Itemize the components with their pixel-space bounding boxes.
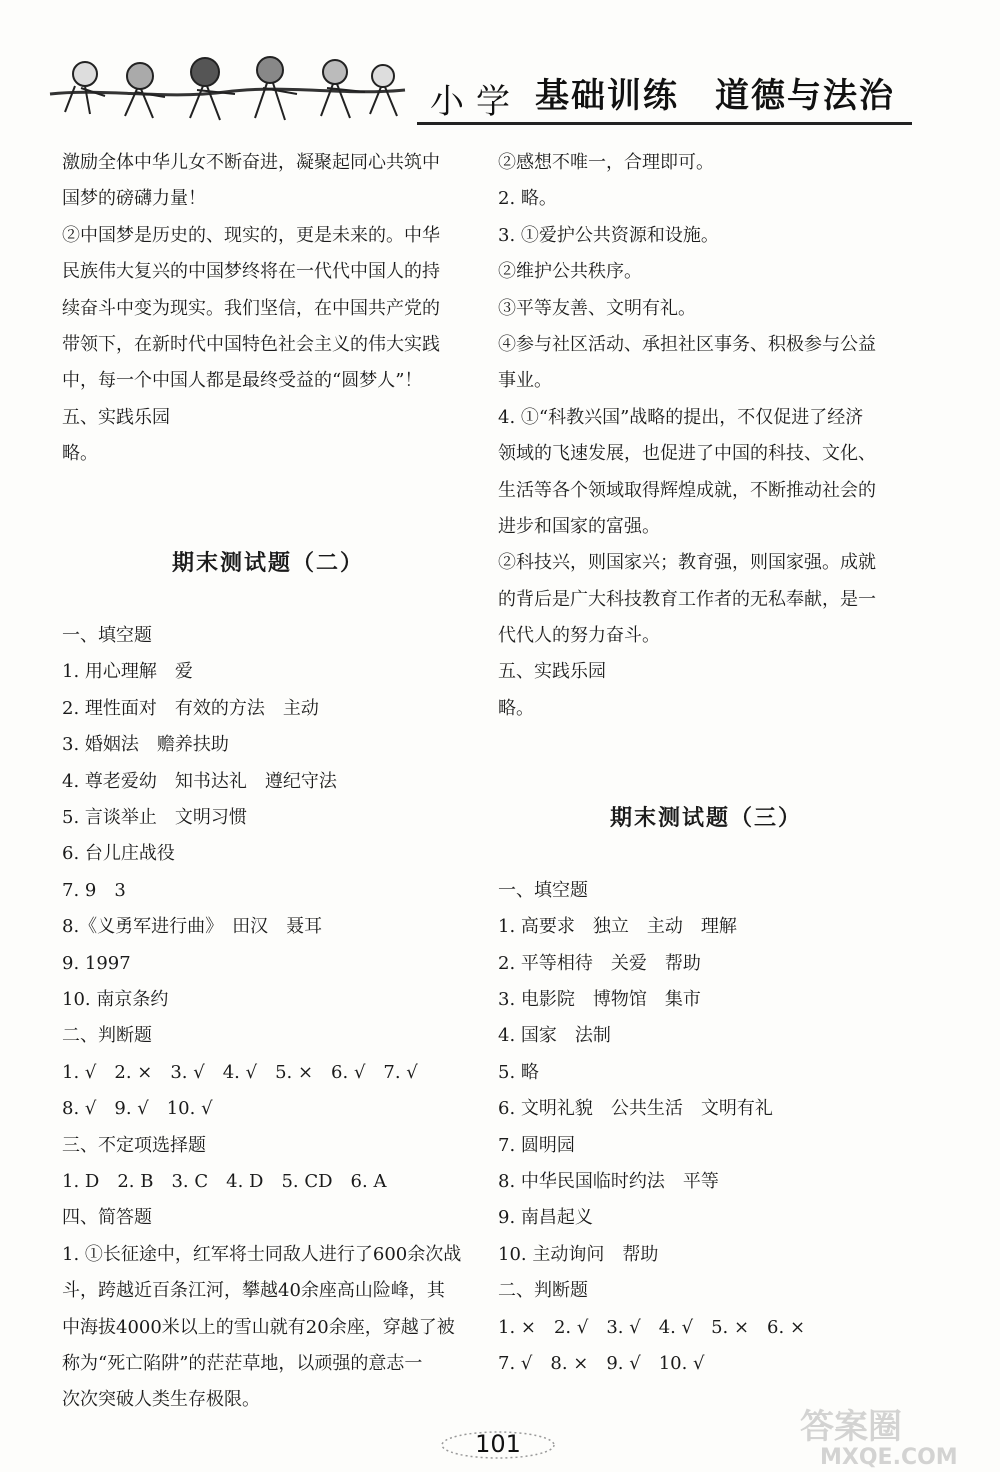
- right-line: [498, 764, 914, 800]
- right-line: 4. ①“科教兴国”战略的提出，不仅促进了经济: [498, 406, 864, 428]
- right-line: 8. 中华民国临时约法 平等: [498, 1170, 719, 1192]
- right-line: 4. 国家 法制: [498, 1025, 611, 1047]
- header-grade: 小学: [430, 82, 522, 122]
- left-line: 9. 1997: [62, 952, 131, 974]
- right-line: 1. 高要求 独立 主动 理解: [498, 916, 737, 938]
- left-line: 斗，跨越近百条江河，攀越40余座高山险峰，其: [62, 1280, 445, 1302]
- left-line: 称为“死亡陷阱”的茫茫草地，以顽强的意志一: [62, 1352, 423, 1374]
- left-line: 中，每一个中国人都是最终受益的“圆梦人”！: [62, 370, 423, 392]
- right-line: 2. 略。: [498, 188, 557, 210]
- left-line: 5. 言谈举止 文明习惯: [62, 807, 247, 829]
- right-line: 3. 电影院 博物馆 集市: [498, 988, 701, 1010]
- right-line: ②维护公共秩序。: [498, 261, 642, 283]
- left-line: 一、填空题: [62, 625, 152, 647]
- right-line: 7. √ 8. × 9. √ 10. √: [498, 1352, 705, 1374]
- left-line: 7. 9 3: [62, 879, 126, 901]
- left-line: 带领下，在新时代中国特色社会主义的伟大实践: [62, 333, 440, 355]
- right-column: [498, 145, 914, 1382]
- left-line: 10. 南京条约: [62, 988, 169, 1010]
- left-line: 略。: [62, 443, 98, 465]
- right-line: ③平等友善、文明有礼。: [498, 297, 696, 319]
- right-line: 6. 文明礼貌 公共生活 文明有礼: [498, 1098, 773, 1120]
- header-rule: [417, 122, 912, 125]
- right-line: 二、判断题: [498, 1280, 588, 1302]
- left-line: 二、判断题: [62, 1025, 152, 1047]
- right-line: 7. 圆明园: [498, 1134, 575, 1156]
- page-number: 101: [475, 1430, 521, 1458]
- left-line: 续奋斗中变为现实。我们坚信，在中国共产党的: [62, 297, 440, 319]
- right-line: ②感想不唯一，合理即可。: [498, 152, 714, 173]
- left-line: [62, 473, 474, 509]
- right-line: 事业。: [498, 370, 552, 392]
- section-title: 期末测试题（二）: [171, 550, 364, 577]
- right-line: 领域的飞速发展，也促进了中国的科技、文化、: [498, 443, 876, 465]
- right-line: ④参与社区活动、承担社区事务、积极参与公益: [498, 333, 876, 355]
- left-line: 国梦的磅礴力量！: [62, 188, 206, 210]
- right-line: 一、填空题: [498, 879, 588, 901]
- right-line: 3. ①爱护公共资源和设施。: [498, 224, 719, 246]
- left-line: 民族伟大复兴的中国梦终将在一代代中国人的持: [62, 261, 440, 283]
- left-line: 2. 理性面对 有效的方法 主动: [62, 697, 319, 719]
- right-line: 代代人的努力奋斗。: [498, 625, 660, 647]
- svg-text:MXQE.COM: MXQE.COM: [820, 1445, 958, 1470]
- right-line: 略。: [498, 697, 534, 719]
- right-line: [498, 727, 914, 763]
- left-line: [62, 509, 474, 545]
- right-line: 1. × 2. √ 3. √ 4. √ 5. × 6. ×: [498, 1316, 806, 1338]
- left-line: [62, 582, 474, 618]
- right-line: 进步和国家的富强。: [498, 515, 660, 537]
- left-line: 1. ①长征途中，红军将士同敌人进行了600余次战: [62, 1243, 462, 1265]
- left-line: 四、简答题: [62, 1207, 152, 1229]
- left-line: 次次突破人类生存极限。: [62, 1389, 260, 1411]
- left-column: [62, 145, 474, 1419]
- page-header: [45, 52, 915, 142]
- right-line: 的背后是广大科技教育工作者的无私奉献，是一: [498, 588, 876, 610]
- left-line: 1. √ 2. × 3. √ 4. √ 5. × 6. √ 7. √: [62, 1061, 418, 1083]
- left-line: 8. √ 9. √ 10. √: [62, 1098, 213, 1120]
- left-line: 1. D 2. B 3. C 4. D 5. CD 6. A: [62, 1170, 387, 1192]
- left-line: 8.《义勇军进行曲》 田汉 聂耳: [62, 916, 323, 938]
- tug-of-war-illustration: [45, 52, 410, 132]
- right-line: 5. 略: [498, 1061, 539, 1083]
- section-title: 期末测试题（三）: [609, 805, 802, 832]
- right-line: 9. 南昌起义: [498, 1207, 593, 1229]
- left-line: 中海拔4000米以上的雪山就有20余座，穿越了被: [62, 1316, 455, 1338]
- svg-text:答案圈: 答案圈: [800, 1407, 902, 1447]
- right-line: 五、实践乐园: [498, 661, 606, 683]
- left-line: 1. 用心理解 爱: [62, 661, 193, 683]
- header-title: 基础训练 道德与法治: [535, 76, 895, 116]
- right-line: ②科技兴，则国家兴；教育强，则国家强。成就: [498, 552, 876, 574]
- watermark-logo: [790, 1400, 985, 1470]
- right-line: [498, 836, 914, 872]
- left-line: 4. 尊老爱幼 知书达礼 遵纪守法: [62, 770, 337, 792]
- right-line: 2. 平等相待 关爱 帮助: [498, 952, 701, 974]
- right-line: 10. 主动询问 帮助: [498, 1243, 659, 1265]
- left-line: ②中国梦是历史的、现实的，更是未来的。中华: [62, 224, 440, 246]
- left-line: 6. 台儿庄战役: [62, 843, 175, 865]
- left-line: 五、实践乐园: [62, 406, 170, 428]
- right-line: 生活等各个领域取得辉煌成就，不断推动社会的: [498, 479, 876, 501]
- left-line: 3. 婚姻法 赡养扶助: [62, 734, 229, 756]
- left-line: 激励全体中华儿女不断奋进，凝聚起同心共筑中: [62, 152, 440, 173]
- left-line: 三、不定项选择题: [62, 1134, 206, 1156]
